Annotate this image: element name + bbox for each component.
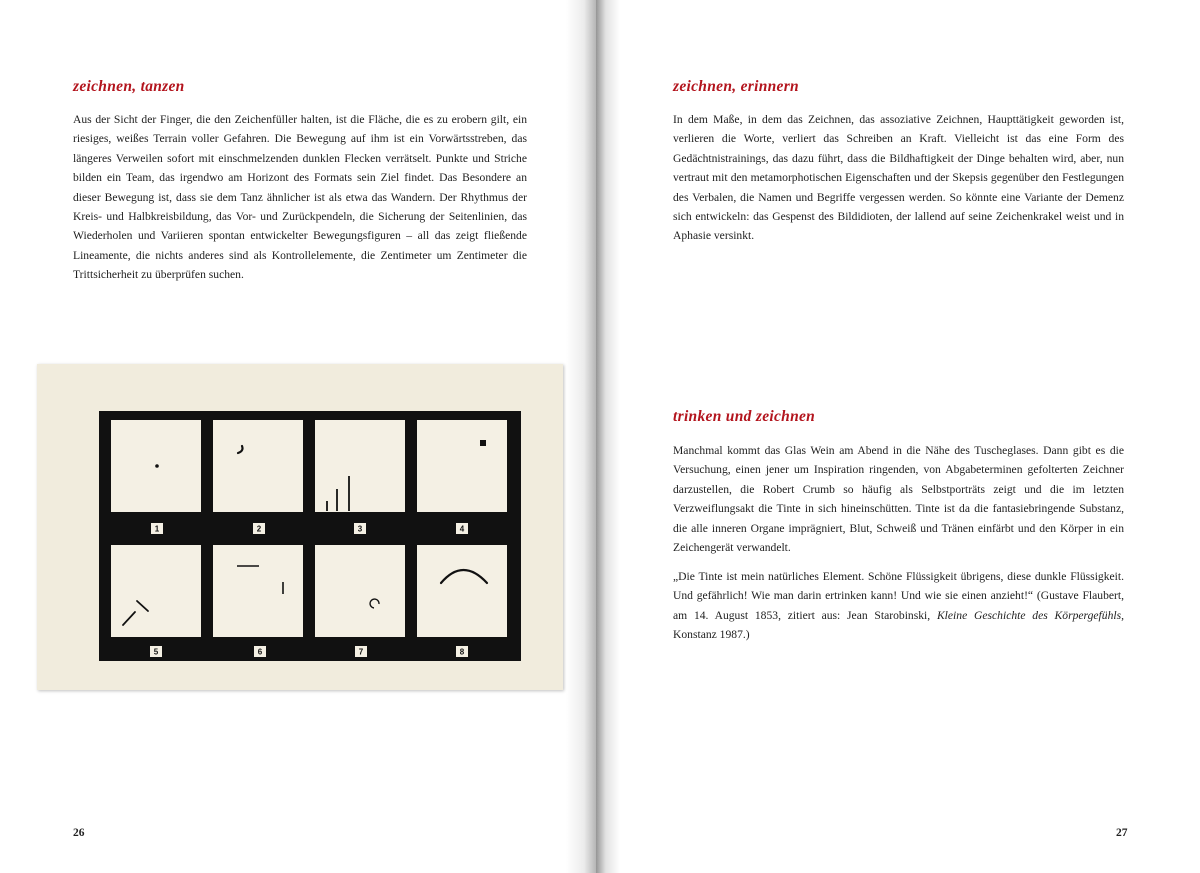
quote-book-title: Kleine Geschichte des Körpergefühls, <box>936 608 1124 622</box>
page-number-left: 26 <box>73 827 85 839</box>
panel-grid-illustration <box>37 364 563 690</box>
panel-4 <box>417 420 507 512</box>
panel-number-4: 4 <box>459 524 465 534</box>
drawing-sequence-figure <box>37 364 563 690</box>
left-page <box>0 0 596 873</box>
panel-3 <box>315 420 405 512</box>
quote-source-end: Konstanz 1987.) <box>673 628 750 642</box>
panel-number-6: 6 <box>257 647 263 657</box>
panel-number-3: 3 <box>357 524 363 534</box>
heading-zeichnen-tanzen: zeichnen, tanzen <box>73 78 185 95</box>
panel-number-1: 1 <box>154 524 160 534</box>
square-mark <box>480 440 486 446</box>
quote-text: „Die Tinte ist mein natürliches Element. Schöne Flüssigkeit übrigens, diese dunkle Flüssigkeit. Und gefährlich! Wie man darin ertrinken kann! Und wie sie einen anzieht!“ (Gustave Flaubert, am 14. August 1853, zitiert aus: Jean Starobinski, <box>673 570 1124 622</box>
dot-mark <box>155 464 159 468</box>
panel-6 <box>213 545 303 637</box>
heading-trinken-und-zeichnen: trinken und zeichnen <box>673 408 816 425</box>
panel-8 <box>417 545 507 637</box>
panel-number-7: 7 <box>358 647 364 657</box>
paragraph-trinken-und-zeichnen: Manchmal kommt das Glas Wein am Abend in die Nähe des Tuscheglases. Dann gibt es die Versuchung, einen jener um Inspiration ringenden, von Abgabeterminen gefolterten Zeichner darzustellen, die Robert Crumb so häufig als Selbstporträts zeigt und die im letzten Verzweiflungsakt die Tinte in sich hineinschütten. Tinte ist da die fantasiebringende Substanz, die alle inneren Organe imprägniert, Blut, Schweiß und Tränen einfärbt und den Körper in ein Zeichengerät verwandelt. <box>673 444 1124 555</box>
heading-zeichnen-erinnern: zeichnen, erinnern <box>673 78 799 95</box>
panel-2 <box>213 420 303 512</box>
right-page <box>596 0 1200 873</box>
spine-shadow-left <box>566 0 596 873</box>
panel-number-8: 8 <box>459 647 465 657</box>
panel-7 <box>315 545 405 637</box>
page-number-right: 27 <box>1116 827 1128 839</box>
paragraph-zeichnen-tanzen: Aus der Sicht der Finger, die den Zeichenfüller halten, ist die Fläche, die es zu erobern gilt, ein riesiges, weißes Terrain voller Gefahren. Die Bewegung auf ihm ist ein Vorwärtsstreben, das längeres Verweilen sofort mit einschmelzenden dunklen Flecken verrätselt. Punkte und Striche bilden ein Team, das irgendwo am Horizont des Formats sein Ziel findet. Das Besondere an dieser Bewegung ist, dass sie dem Tanz ähnlicher ist als etwa das Wandern. Der Rhythmus der Kreis- und Halbkreisbildung, das Vor- und Zurückpendeln, die Sicherung der Seitenlinien, das Wiederholen und Variieren spontan entwickelter Bewegungsfiguren – all das zeigt fließende Lineamente, die nichts anderes sind als Kontrollelemente, die Zentimeter um Zentimeter die Trittsicherheit zu überprüfen suchen. <box>73 113 527 282</box>
spine-shadow-right <box>596 0 620 873</box>
paragraph-zeichnen-erinnern: In dem Maße, in dem das Zeichnen, das assoziative Zeichnen, Haupttätigkeit geworden ist, verlieren die Worte, verliert das Schreiben an Kraft. Vielleicht ist das eine Form des Gedächtnistrainings, das dazu führt, dass die Bildhaftigkeit der Dinge behalten wird, aber, nun vertraut mit den metamorphotischen Eigenschaften und der Skepsis gegenüber den Festlegungen des Verbalen, die Namen und Begriffe vergessen werden. So könnte eine Variante der Demenz sich entwickeln: das Gespenst des Bildidioten, der lallend auf seine Zeichenkrakel weist und in Aphasie versinkt. <box>673 113 1124 243</box>
panel-number-2: 2 <box>256 524 262 534</box>
flaubert-quote <box>673 567 1124 645</box>
panel-number-5: 5 <box>153 647 159 657</box>
